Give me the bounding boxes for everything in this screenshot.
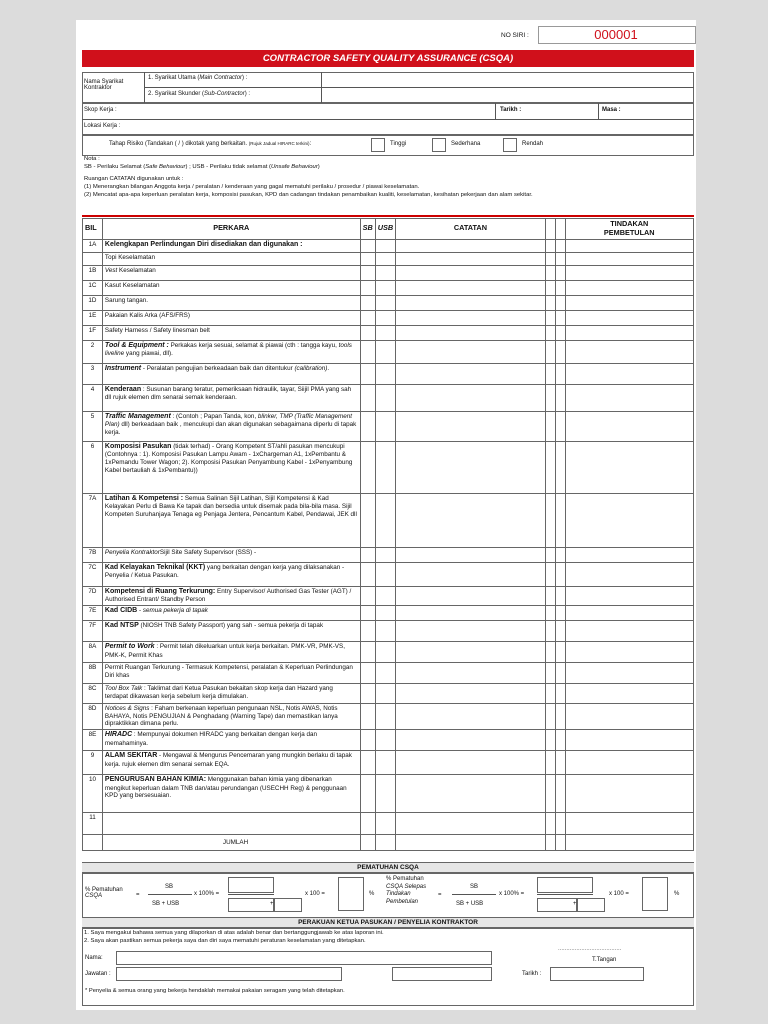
row-tindakan-cell[interactable]: [565, 363, 693, 384]
row-catatan-cell[interactable]: [396, 325, 546, 340]
row-blank-1[interactable]: [545, 641, 555, 662]
tarikh-sign-label: Tarikh :: [522, 971, 542, 977]
row-number: 8B: [83, 662, 103, 683]
row-blank-1[interactable]: [545, 384, 555, 411]
table-row: [83, 620, 694, 641]
row-blank-1[interactable]: [545, 662, 555, 683]
row-catatan-cell[interactable]: [396, 813, 546, 835]
row-blank-1[interactable]: [545, 239, 555, 252]
row-number: 1F: [83, 325, 103, 340]
row-blank-2[interactable]: [555, 813, 565, 835]
table-row: [83, 662, 694, 683]
risk-label: Tahap Risiko (Tandakan ( / ) dikotak yang berkaitan. (Rujuk Jadual HIRARC terkini):: [109, 141, 312, 147]
row-usb-cell[interactable]: [375, 411, 395, 441]
row-sb-cell[interactable]: [360, 562, 375, 586]
col-bil: BIL: [83, 219, 103, 240]
row-blank-2[interactable]: [555, 586, 565, 605]
row-usb-cell[interactable]: [375, 363, 395, 384]
row-catatan-cell[interactable]: [396, 340, 546, 363]
row-number: 9: [83, 751, 103, 775]
row-usb-cell[interactable]: [375, 547, 395, 562]
row-perkara: PENGURUSAN BAHAN KIMIA: Menggunakan bahan kimia yang dibenarkan mengikut keperluan dalam TNB dan/atau perundangan (USECHH Reg) & penggunaan KPD yang bersesuaian.: [102, 775, 360, 813]
table-row: [83, 562, 694, 586]
row-catatan-cell[interactable]: [396, 605, 546, 620]
row-tindakan-cell[interactable]: [565, 813, 693, 835]
row-tindakan-cell[interactable]: [565, 562, 693, 586]
row-tindakan-cell[interactable]: [565, 384, 693, 411]
row-number: 8C: [83, 683, 103, 703]
sb-usb-input-left-2[interactable]: [274, 898, 302, 912]
row-blank-2[interactable]: [555, 411, 565, 441]
row-perkara: Notices & Signs : Faham berkenaan keperluan pengunaan NSL, Notis AWAS, Notis BAHAYA, Notis PENGUJIAN & Penghadang (Warning Tape) dan memastikan lanya dipraktikkan dimana perlu.: [102, 703, 360, 729]
row-blank-1[interactable]: [545, 605, 555, 620]
tarikh-label: Tarikh :: [500, 107, 522, 113]
table-row: [83, 586, 694, 605]
row-perkara: Traffic Management : (Contoh ; Papan Tanda, kon, blinker, TMP (Traffic Management Plan) dll) berkeadaan baik , mencukupi dan akan digunakan sebagaimana diperlu di tapak kerja.: [102, 411, 360, 441]
row-catatan-cell[interactable]: [396, 239, 546, 252]
row-number: 7B: [83, 547, 103, 562]
table-row: [83, 363, 694, 384]
row-perkara: Topi Keselamatan: [102, 252, 360, 265]
row-number: 1B: [83, 265, 103, 280]
tarikh-sign-field[interactable]: [550, 967, 644, 981]
row-tindakan-cell[interactable]: [565, 265, 693, 280]
row-usb-cell[interactable]: [375, 775, 395, 813]
row-sb-cell[interactable]: [360, 239, 375, 252]
row-catatan-cell[interactable]: [396, 493, 546, 547]
jumlah-label: JUMLAH: [102, 835, 360, 851]
risk-rendah-checkbox[interactable]: [503, 138, 517, 152]
row-tindakan-cell[interactable]: [565, 620, 693, 641]
pematuhan-result-right[interactable]: [642, 877, 668, 911]
row-perkara: Pakaian Kalis Arka (AFS/FRS): [102, 310, 360, 325]
row-blank-1[interactable]: [545, 813, 555, 835]
row-blank-1[interactable]: [545, 340, 555, 363]
table-header-row: [83, 219, 694, 240]
row-blank-2[interactable]: [555, 662, 565, 683]
row-perkara: Instrument - Peralatan pengujian berkeadaan baik dan ditentukur (calibration).: [102, 363, 360, 384]
table-row: [83, 703, 694, 729]
table-row: [83, 813, 694, 835]
row-sb-cell[interactable]: [360, 384, 375, 411]
row-catatan-cell[interactable]: [396, 751, 546, 775]
sb-input-left[interactable]: [228, 877, 274, 893]
row-perkara: Kelengkapan Perlindungan Diri disediakan dan digunakan :: [102, 239, 360, 252]
no-siri-label: NO SIRI :: [501, 32, 529, 39]
table-row: [83, 730, 694, 751]
row-number: 5: [83, 411, 103, 441]
row-tindakan-cell[interactable]: [565, 730, 693, 751]
company-label: Nama Syarikat Kontraktor: [84, 79, 124, 91]
row-blank-2[interactable]: [555, 295, 565, 310]
row-tindakan-cell[interactable]: [565, 641, 693, 662]
row-tindakan-cell[interactable]: [565, 751, 693, 775]
jumlah-sb[interactable]: [360, 835, 375, 851]
row-number: 4: [83, 384, 103, 411]
row-blank-2[interactable]: [555, 441, 565, 493]
row-sb-cell[interactable]: [360, 751, 375, 775]
sb-numerator: SB: [165, 884, 174, 890]
row-sb-cell[interactable]: [360, 730, 375, 751]
row-blank-1[interactable]: [545, 295, 555, 310]
main-contractor-field[interactable]: [322, 73, 693, 87]
row-sb-cell[interactable]: [360, 493, 375, 547]
row-catatan-cell[interactable]: [396, 363, 546, 384]
row-catatan-cell[interactable]: [396, 411, 546, 441]
row-number: 10: [83, 775, 103, 813]
row-tindakan-cell[interactable]: [565, 239, 693, 252]
pematuhan-label-right: % Pematuhan CSQA Selepas Tindakan Pembetulan: [386, 876, 427, 905]
table-row: [83, 310, 694, 325]
row-number: 8E: [83, 730, 103, 751]
row-blank-1[interactable]: [545, 252, 555, 265]
pematuhan-result-left[interactable]: [338, 877, 364, 911]
row-sb-cell[interactable]: [360, 683, 375, 703]
row-blank-1[interactable]: [545, 310, 555, 325]
row-tindakan-cell[interactable]: [565, 325, 693, 340]
table-row: [83, 641, 694, 662]
row-blank-2[interactable]: [555, 730, 565, 751]
row-tindakan-cell[interactable]: [565, 775, 693, 813]
row-usb-cell[interactable]: [375, 751, 395, 775]
jumlah-row: [83, 835, 694, 851]
row-tindakan-cell[interactable]: [565, 683, 693, 703]
sb-usb-input-right-1[interactable]: [537, 898, 577, 912]
row-blank-2[interactable]: [555, 252, 565, 265]
row-perkara: Kasut Keselamatan: [102, 280, 360, 295]
row-number: 6: [83, 441, 103, 493]
table-row: [83, 384, 694, 411]
jawatan-label: Jawatan :: [85, 971, 111, 977]
nama-field[interactable]: [116, 951, 492, 965]
row-usb-cell[interactable]: [375, 641, 395, 662]
row-catatan-cell[interactable]: [396, 620, 546, 641]
row-usb-cell[interactable]: [375, 340, 395, 363]
row-sb-cell[interactable]: [360, 547, 375, 562]
table-row: [83, 493, 694, 547]
table-row: [83, 411, 694, 441]
row-blank-2[interactable]: [555, 340, 565, 363]
row-perkara: ALAM SEKITAR - Mengawal & Mengurus Pencemaran yang mungkin berlaku di tapak kerja. rujuk elemen dlm senarai semak EQA.: [102, 751, 360, 775]
row-perkara: Safety Harness / Safety linesman belt: [102, 325, 360, 340]
row-usb-cell[interactable]: [375, 384, 395, 411]
row-usb-cell[interactable]: [375, 662, 395, 683]
sb-usb-denominator: SB + USB: [152, 901, 180, 907]
risk-sederhana-checkbox[interactable]: [432, 138, 446, 152]
row-blank-2[interactable]: [555, 547, 565, 562]
row-usb-cell[interactable]: [375, 683, 395, 703]
row-catatan-cell[interactable]: [396, 562, 546, 586]
row-sb-cell[interactable]: [360, 295, 375, 310]
form-title: CONTRACTOR SAFETY QUALITY ASSURANCE (CSQA): [82, 50, 694, 67]
row-usb-cell[interactable]: [375, 605, 395, 620]
row-number: 11: [83, 813, 103, 835]
risk-tinggi-label: Tinggi: [390, 141, 407, 147]
row-tindakan-cell[interactable]: [565, 340, 693, 363]
row-number: 1A: [83, 239, 103, 252]
row-blank-1[interactable]: [545, 620, 555, 641]
row-tindakan-cell[interactable]: [565, 252, 693, 265]
row-perkara: Sarung tangan.: [102, 295, 360, 310]
row-perkara: HIRADC : Mempunyai dokumen HIRADC yang berkaitan dengan kerja dan memahaminya.: [102, 730, 360, 751]
row-usb-cell[interactable]: [375, 620, 395, 641]
row-sb-cell[interactable]: [360, 252, 375, 265]
jumlah-usb[interactable]: [375, 835, 395, 851]
row-usb-cell[interactable]: [375, 295, 395, 310]
row-usb-cell[interactable]: [375, 730, 395, 751]
row-catatan-cell[interactable]: [396, 295, 546, 310]
row-blank-1[interactable]: [545, 730, 555, 751]
row-number: 8D: [83, 703, 103, 729]
row-usb-cell[interactable]: [375, 586, 395, 605]
table-row: [83, 751, 694, 775]
row-usb-cell[interactable]: [375, 265, 395, 280]
row-sb-cell[interactable]: [360, 411, 375, 441]
masa-label: Masa :: [602, 107, 621, 113]
row-sb-cell[interactable]: [360, 265, 375, 280]
row-perkara: Kad CIDB - semua pekerja di tapak: [102, 605, 360, 620]
row-perkara: Vest Keselamatan: [102, 265, 360, 280]
row-blank-2[interactable]: [555, 493, 565, 547]
pematuhan-label-left: % Pematuhan CSQA: [85, 887, 123, 899]
pematuhan-title: PEMATUHAN CSQA: [82, 862, 694, 873]
row-number: 7E: [83, 605, 103, 620]
row-catatan-cell[interactable]: [396, 310, 546, 325]
footnote: * Penyelia & semua orang yang bekerja hendaklah memakai pakaian seragam yang telah ditetapkan.: [85, 988, 345, 994]
row-number: 1C: [83, 280, 103, 295]
row-catatan-cell[interactable]: [396, 384, 546, 411]
row-sb-cell[interactable]: [360, 813, 375, 835]
row-blank-2[interactable]: [555, 775, 565, 813]
jawatan-field[interactable]: [116, 967, 342, 981]
sb-usb-input-left-1[interactable]: [228, 898, 274, 912]
row-sb-cell[interactable]: [360, 363, 375, 384]
jawatan-field-2[interactable]: [392, 967, 492, 981]
risk-rendah-label: Rendah: [522, 141, 544, 147]
row-blank-1[interactable]: [545, 280, 555, 295]
row-perkara: Kenderaan : Susunan barang teratur, pemeriksaan hidraulik, tayar, Siijil PMA yang sah dll rujuk elemen dlm senarai semak kenderaan.: [102, 384, 360, 411]
row-perkara: Tool & Equipment : Perkakas kerja sesuai, selamat & piawai (cth : tangga kayu, tools liveline yang piawai, dll).: [102, 340, 360, 363]
sb-usb-input-right-2[interactable]: [577, 898, 605, 912]
sub-contractor-label: 2. Syarikat Skunder (Sub-Contractor) :: [148, 91, 251, 97]
row-perkara: Penyelia KontraktorSijil Site Safety Supervisor (SSS) -: [102, 547, 360, 562]
row-tindakan-cell[interactable]: [565, 493, 693, 547]
row-catatan-cell[interactable]: [396, 775, 546, 813]
perakuan-title: PERAKUAN KETUA PASUKAN / PENYELIA KONTRAKTOR: [82, 917, 694, 928]
sub-contractor-field[interactable]: [322, 88, 693, 102]
row-sb-cell[interactable]: [360, 325, 375, 340]
checklist-table: [82, 218, 694, 851]
tandatangan-label: T.Tangan: [592, 957, 617, 963]
row-blank-2[interactable]: [555, 641, 565, 662]
table-row: [83, 295, 694, 310]
row-perkara: Kad NTSP (NIOSH TNB Safety Passport) yang sah - semua pekerja di tapak: [102, 620, 360, 641]
row-tindakan-cell[interactable]: [565, 310, 693, 325]
row-blank-1[interactable]: [545, 363, 555, 384]
row-usb-cell[interactable]: [375, 325, 395, 340]
row-blank-2[interactable]: [555, 239, 565, 252]
row-blank-1[interactable]: [545, 411, 555, 441]
lokasi-label: Lokasi Kerja :: [84, 123, 121, 129]
risk-tinggi-checkbox[interactable]: [371, 138, 385, 152]
row-usb-cell[interactable]: [375, 252, 395, 265]
table-row: [83, 683, 694, 703]
row-tindakan-cell[interactable]: [565, 586, 693, 605]
row-usb-cell[interactable]: [375, 239, 395, 252]
row-blank-1[interactable]: [545, 562, 555, 586]
nama-label: Nama:: [85, 955, 103, 961]
table-row: [83, 252, 694, 265]
row-usb-cell[interactable]: [375, 493, 395, 547]
row-sb-cell[interactable]: [360, 441, 375, 493]
row-blank-2[interactable]: [555, 265, 565, 280]
row-sb-cell[interactable]: [360, 605, 375, 620]
row-tindakan-cell[interactable]: [565, 295, 693, 310]
table-row: [83, 605, 694, 620]
row-sb-cell[interactable]: [360, 641, 375, 662]
row-number: 2: [83, 340, 103, 363]
row-catatan-cell[interactable]: [396, 683, 546, 703]
row-blank-2[interactable]: [555, 280, 565, 295]
row-number: 3: [83, 363, 103, 384]
row-blank-1[interactable]: [545, 325, 555, 340]
row-usb-cell[interactable]: [375, 562, 395, 586]
col-usb: USB: [375, 219, 395, 240]
row-tindakan-cell[interactable]: [565, 605, 693, 620]
row-perkara: [102, 813, 360, 835]
row-sb-cell[interactable]: [360, 662, 375, 683]
row-catatan-cell[interactable]: [396, 441, 546, 493]
row-perkara: Permit to Work : Permit telah dikeluarkan untuk kerja berkaitan. PMK-VR, PMK-VS, PMK-K, Permit Khas: [102, 641, 360, 662]
row-usb-cell[interactable]: [375, 310, 395, 325]
col-perkara: PERKARA: [102, 219, 360, 240]
row-blank-2[interactable]: [555, 325, 565, 340]
table-row: [83, 265, 694, 280]
row-number: 1D: [83, 295, 103, 310]
table-row: [83, 280, 694, 295]
row-sb-cell[interactable]: [360, 280, 375, 295]
row-blank-2[interactable]: [555, 384, 565, 411]
row-blank-2[interactable]: [555, 562, 565, 586]
row-blank-1[interactable]: [545, 493, 555, 547]
row-number: [83, 252, 103, 265]
row-perkara: Latihan & Kompetensi : Semua Salinan Sijil Latihan, Sijil Kompetensi & Kad Kelayakan Perlu di Bawa Ke tapak dan bersedia untuk disemak pada bila-bila masa. Sijil Kompeten Suruhanjaya Tenaga eg Penjaga Jentera, Pencantum Kabel, Pendawai, JEK dll: [102, 493, 360, 547]
row-number: 7C: [83, 562, 103, 586]
row-catatan-cell[interactable]: [396, 547, 546, 562]
row-blank-1[interactable]: [545, 265, 555, 280]
row-blank-2[interactable]: [555, 683, 565, 703]
row-tindakan-cell[interactable]: [565, 411, 693, 441]
row-blank-1[interactable]: [545, 683, 555, 703]
row-blank-1[interactable]: [545, 775, 555, 813]
row-sb-cell[interactable]: [360, 310, 375, 325]
row-catatan-cell[interactable]: [396, 641, 546, 662]
row-catatan-cell[interactable]: [396, 662, 546, 683]
row-perkara: Tool Box Talk : Taklimat dari Ketua Pasukan bekaitan skop kerja dan Hazard yang terdapat dikawasan kerja sebelum kerja dimulakan.: [102, 683, 360, 703]
table-row: [83, 441, 694, 493]
row-tindakan-cell[interactable]: [565, 662, 693, 683]
csqa-form-page: NO SIRI : 000001 CONTRACTOR SAFETY QUALITY ASSURANCE (CSQA) Nama Syarikat Kontraktor 1. Syarikat Utama (Main Contractor) : 2. Syarikat Skunder (Sub-Contractor) : Skop Kerja : Tarikh : Masa : Lokasi Kerja : Tahap Risiko (Tandakan ( / ) dikotak yang berkaitan. (Rujuk Jadual HIRARC terkini): Tinggi Sederhana Rendah Nota : SB - Perilaku Selamat (Safe Behaviour) ; USB - Perilaku tidak selamat (Unsafe Behaviour) Ruangan CATATAN digunakan untuk : (1) Menerangkan bilangan Anggota kerja / peralatan / kenderaan yang gagal mematuhi perilaku / prosedur / piawai keselamatan. (2) Mencatat apa-apa keperluan peralatan kerja, komposisi pasukan, KPD dan cadangan tindakan penambaikan kualiti, keselamatan, kesihatan pekerjaan dan alam sekitar. BIL PERKARA SB USB CATATAN TINDAKAN PEMBETULAN 1A Kelengkapan Perlindungan Diri disediakan dan digunakan : Topi Keselamatan 1B Vest Keselamatan 1C Kasut Keselamatan 1D Sarung tangan. 1E Pakaian Kalis Arka (AFS/FRS) 1F Safety Harness / Safety linesman belt 2 Tool & Equipment : Perkakas kerja sesuai, selamat & piawai (cth : tangga kayu, tools liveline yang piawai, dll). 3 Instrument - Peralatan pengujian berkeadaan baik dan ditentukur (calibration). 4 Kenderaan : Susunan barang teratur, pemeriksaan hidraulik, tayar, Siijil PMA yang sah dll rujuk elemen dlm senarai semak kenderaan. 5 Traffic Management : (Contoh ; Papan Tanda, kon, blinker, TMP (Traffic Management Plan) dll) berkeadaan baik , mencukupi dan akan digunakan sebagaimana diperlu di tapak kerja. 6 Komposisi Pasukan (tidak terhad) - Orang Kompetent ST/ahli pasukan mencukupi (Contohnya : 1). Komposisi Pasukan Lampu Awam - 1xChargeman A1, 1xPembantu & 1xPemandu Tower Wagon; 2). Komposisi Pasukan Penyambung Kabel - 1xPenyambung Kabel bertauliah & 1xPembantu)) 7A Latihan & Kompetensi : Semua Salinan Sijil Latihan, Sijil Kompetensi & Kad Kelayakan Perlu di Bawa Ke tapak dan bersedia untuk disemak pada bila-bila masa. Sijil Kompeten Suruhanjaya Tenaga eg Penjaga Jentera, Pencantum Kabel, Pendawai, JEK dll 7B Penyelia KontraktorSijil Site Safety Supervisor (SSS) - 7C Kad Kelayakan Teknikal (KKT) yang berkaitan dengan kerja yang dilaksanakan - Penyelia / Ketua Pasukan. 7D Kompetensi di Ruang Terkurung: Entry Supervisor/ Authorised Gas Tester (AGT) / Authorised Entrant/ Standby Person 7E Kad CIDB - semua pekerja di tapak 7F Kad NTSP (NIOSH TNB Safety Passport) yang sah - semua pekerja di tapak 8A Permit to Work : Permit telah dikeluarkan untuk kerja berkaitan. PMK-VR, PMK-VS, PMK-K, Permit Khas 8B Permit Ruangan Terkurung - Termasuk Kompetensi, peralatan & Keperluan Perlindungan Diri khas 8C Tool Box Talk : Taklimat dari Ketua Pasukan bekaitan skop kerja dan Hazard yang terdapat dikawasan kerja sebelum kerja dimulakan. 8D Notices & Signs : Faham berkenaan keperluan pengunaan NSL, Notis AWAS, Notis BAHAYA, Notis PENGUJIAN & Penghadang (Warning Tape) dan memastikan lanya dipraktikkan dimana perlu. 8E HIRADC : Mempunyai dokumen HIRADC yang berkaitan dengan kerja dan memahaminya. 9 ALAM SEKITAR - Mengawal & Mengurus Pencemaran yang mungkin berlaku di tapak kerja. rujuk elemen dlm senarai semak EQA. 10 PENGURUSAN BAHAN KIMIA: Menggunakan bahan kimia yang dibenarkan mengikut keperluan dalam TNB dan/atau perundangan (USECHH Reg) & penggunaan KPD yang bersesuaian. 11 JUMLAH PEMATUHAN CSQA % Pematuhan CSQA = SB SB + USB x 100% = + x 100 = % % Pematuhan CSQA Selepas Tindakan Pembetulan = SB SB + USB x 100% = + x 100 = % PERAKUAN KETUA PASUKAN / PENYELIA KONTRAKTOR 1. Saya mengakui bahawa semua yang dilaporkan di atas adalah benar dan bertanggungjawab ke atas laporan ini. 2. Saya akan pastikan semua pekerja saya dan diri saya mematuhi peraturan keselamatan yang ditetapkan. Nama: ...................................... T.Tangan Jawatan : Tarikh : * Penyelia & semua orang yang bekerja hendaklah memakai pakaian seragam yang telah ditetapkan.: [76, 20, 696, 1010]
row-tindakan-cell[interactable]: [565, 441, 693, 493]
table-row: [83, 325, 694, 340]
col-sb: SB: [360, 219, 375, 240]
notes-block: Nota : SB - Perilaku Selamat (Safe Behaviour) ; USB - Perilaku tidak selamat (Unsafe Behaviour) Ruangan CATATAN digunakan untuk : (1) Menerangkan bilangan Anggota kerja / peralatan / kenderaan yang gagal mematuhi perilaku / prosedur / piawai keselamatan. (2) Mencatat apa-apa keperluan peralatan kerja, komposisi pasukan, KPD dan cadangan tindakan penambaikan kualiti, keselamatan, kesihatan pekerjaan dan alam sekitar.: [84, 156, 533, 198]
row-catatan-cell[interactable]: [396, 586, 546, 605]
row-sb-cell[interactable]: [360, 586, 375, 605]
row-usb-cell[interactable]: [375, 441, 395, 493]
row-usb-cell[interactable]: [375, 280, 395, 295]
row-sb-cell[interactable]: [360, 703, 375, 729]
row-blank-2[interactable]: [555, 751, 565, 775]
row-catatan-cell[interactable]: [396, 265, 546, 280]
row-perkara: Kompetensi di Ruang Terkurung: Entry Supervisor/ Authorised Gas Tester (AGT) / Authorised Entrant/ Standby Person: [102, 586, 360, 605]
sb-input-right[interactable]: [537, 877, 593, 893]
row-usb-cell[interactable]: [375, 813, 395, 835]
col-tindakan: TINDAKAN PEMBETULAN: [565, 219, 693, 240]
row-perkara: Komposisi Pasukan (tidak terhad) - Orang Kompetent ST/ahli pasukan mencukupi (Contohnya : 1). Komposisi Pasukan Lampu Awam - 1xChargeman A1, 1xPembantu & 1xPemandu Tower Wagon; 2). Komposisi Pasukan Penyambung Kabel - 1xPenyambung Kabel bertauliah & 1xPembantu)): [102, 441, 360, 493]
row-blank-2[interactable]: [555, 620, 565, 641]
table-row: [83, 340, 694, 363]
row-blank-1[interactable]: [545, 547, 555, 562]
main-contractor-label: 1. Syarikat Utama (Main Contractor) :: [148, 75, 248, 81]
row-catatan-cell[interactable]: [396, 280, 546, 295]
row-number: 8A: [83, 641, 103, 662]
no-siri-number: 000001: [594, 27, 638, 42]
row-tindakan-cell[interactable]: [565, 280, 693, 295]
row-tindakan-cell[interactable]: [565, 547, 693, 562]
row-perkara: Permit Ruangan Terkurung - Termasuk Kompetensi, peralatan & Keperluan Perlindungan Diri khas: [102, 662, 360, 683]
row-blank-2[interactable]: [555, 703, 565, 729]
row-perkara: Kad Kelayakan Teknikal (KKT) yang berkaitan dengan kerja yang dilaksanakan - Penyelia / Ketua Pasukan.: [102, 562, 360, 586]
row-blank-1[interactable]: [545, 586, 555, 605]
row-number: 7F: [83, 620, 103, 641]
row-blank-2[interactable]: [555, 605, 565, 620]
risk-sederhana-label: Sederhana: [451, 141, 481, 147]
table-row: [83, 547, 694, 562]
row-catatan-cell[interactable]: [396, 703, 546, 729]
perakuan-text: 1. Saya mengakui bahawa semua yang dilaporkan di atas adalah benar dan bertanggungjawab ke atas laporan ini. 2. Saya akan pastikan semua pekerja saya dan diri saya mematuhi peraturan keselamatan yang ditetapkan.: [84, 930, 384, 944]
row-usb-cell[interactable]: [375, 703, 395, 729]
row-sb-cell[interactable]: [360, 620, 375, 641]
skop-label: Skop Kerja :: [84, 107, 117, 113]
row-catatan-cell[interactable]: [396, 730, 546, 751]
row-blank-1[interactable]: [545, 441, 555, 493]
row-blank-1[interactable]: [545, 703, 555, 729]
row-sb-cell[interactable]: [360, 340, 375, 363]
table-row: [83, 239, 694, 252]
row-sb-cell[interactable]: [360, 775, 375, 813]
row-blank-2[interactable]: [555, 310, 565, 325]
row-blank-1[interactable]: [545, 751, 555, 775]
row-blank-2[interactable]: [555, 363, 565, 384]
row-number: 7A: [83, 493, 103, 547]
row-number: 1E: [83, 310, 103, 325]
row-catatan-cell[interactable]: [396, 252, 546, 265]
row-tindakan-cell[interactable]: [565, 703, 693, 729]
row-number: 7D: [83, 586, 103, 605]
col-catatan: CATATAN: [396, 219, 546, 240]
table-row: [83, 775, 694, 813]
